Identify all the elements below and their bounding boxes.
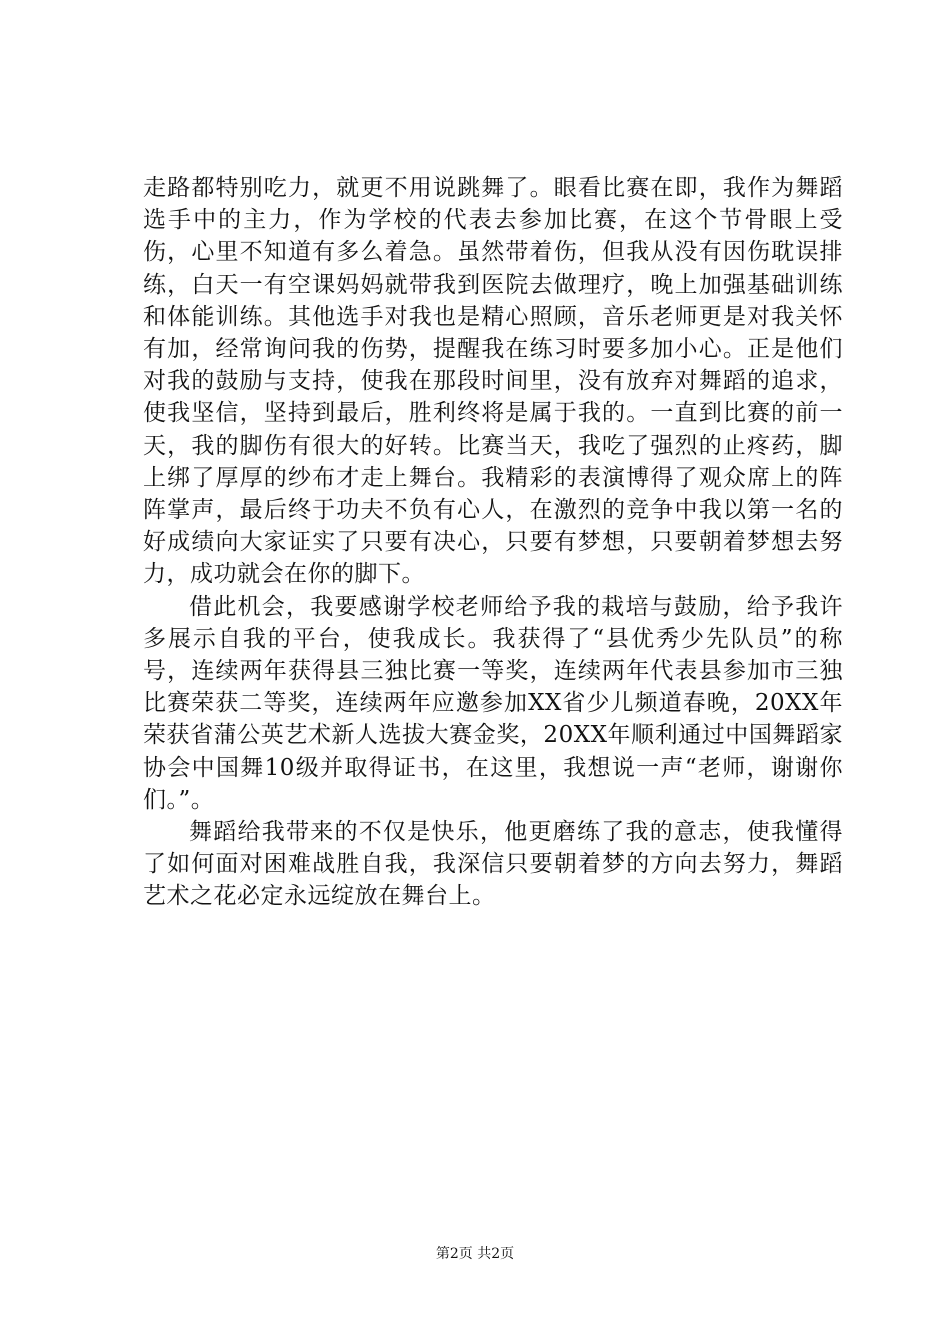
paragraph-1: 走路都特别吃力，就更不用说跳舞了。眼看比赛在即，我作为舞蹈选手中的主力，作为学校的代表去参加比赛，在这个节骨眼上受伤，心里不知道有多么着急。虽然带着伤，但我从没有因伤耽误排练，白天一有空课妈妈就带我到医院去做理疗，晚上加强基础训练和体能训练。其他选手对我也是精心照顾，音乐老师更是对我关怀有加，经常询问我的伤势，提醒我在练习时要多加小心。正是他们对我的鼓励与支持，使我在那段时间里，没有放弃对舞蹈的追求，使我坚信，坚持到最后，胜利终将是属于我的。一直到比赛的前一天，我的脚伤有很大的好转。比赛当天，我吃了强烈的止疼药，脚上绑了厚厚的纱布才走上舞台。我精彩的表演博得了观众席上的阵阵掌声，最后终于功夫不负有心人，在激烈的竞争中我以第一名的好成绩向大家证实了只要有决心，只要有梦想，只要朝着梦想去努力，成功就会在你的脚下。 — [143, 175, 843, 588]
page-footer: 第2页 共2页 — [435, 1246, 515, 1262]
document-body — [143, 172, 843, 913]
paragraph-2: 借此机会，我要感谢学校老师给予我的栽培与鼓励，给予我许多展示自我的平台，使我成长。我获得了“县优秀少先队员”的称号，连续两年获得县三独比赛一等奖，连续两年代表县参加市三独比赛荣获二等奖，连续两年应邀参加XX省少儿频道春晚，20XX年荣获省蒲公英艺术新人选拔大赛金奖，20XX年顺利通过中国舞蹈家协会中国舞10级并取得证书，在这里，我想说一声“老师，谢谢你们。”。 — [143, 593, 843, 813]
paragraph-3: 舞蹈给我带来的不仅是快乐，他更磨练了我的意志，使我懂得了如何面对困难战胜自我，我深信只要朝着梦的方向去努力，舞蹈艺术之花必定永远绽放在舞台上。 — [143, 819, 843, 910]
